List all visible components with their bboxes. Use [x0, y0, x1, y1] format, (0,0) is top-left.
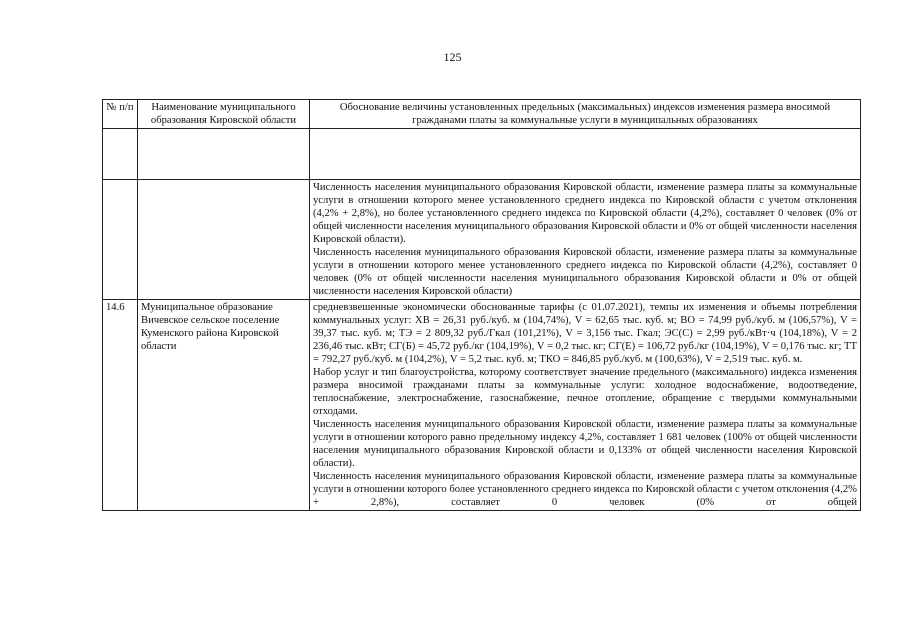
paragraph: Численность населения муниципального образования Кировской области, изменение размера платы за коммунальные услуги в отношении которого менее установленного среднего индекса по Кировской области (4,2%), составляет 0 человек (0% от общей численности населения муниципального образования Кировской области и 0% от общей численности населения Кировской области) [313, 247, 857, 297]
paragraph: средневзвешенные экономически обоснованные тарифы (с 01.07.2021), темпы их изменения и объемы потребления коммунальных услуг: ХВ = 26,31 руб./куб. м (104,74%), V = 62,65 тыс. куб. м; ВО = 74,99 руб./куб. м (106,57%), V = 39,37 тыс. куб. м; ТЭ = 2 809,32 руб./Гкал (101,21%), V = 3,156 тыс. Гкал; ЭС(С) = 2,99 руб./кВт·ч (104,18%), V = 2 236,46 тыс. кВт; СГ(Б) = 45,72 руб./кг (104,19%), V = 0,2 тыс. кг; СГ(Е) = 106,72 руб./кг (104,19%), V = 0,176 тыс. кг; ТТ = 792,27 руб./куб. м (104,2%), V = 5,2 тыс. куб. м; ТКО = 846,85 руб./куб. м (100,63%), V = 2,519 тыс. куб. м. [313, 302, 857, 365]
table-row-continued [103, 180, 861, 300]
cell-num-empty [103, 180, 138, 300]
cell-basis [310, 300, 861, 511]
table-header-row [103, 100, 861, 129]
header-basis: Обоснование величины установленных предельных (максимальных) индексов изменения размера вносимой гражданами платы за коммунальные услуги в муниципальных образованиях [310, 100, 861, 129]
header-num: № п/п [103, 100, 138, 129]
table-gap-row [103, 129, 861, 180]
paragraph: Численность населения муниципального образования Кировской области, изменение размера платы за коммунальные услуги в отношении которого равно предельному индексу 4,2%, составляет 1 681 человек (100% от общей численности населения муниципального образования Кировской области и 0,133% от общей численности населения Кировской области). [313, 419, 857, 469]
header-name: Наименование муниципального образования Кировской области [138, 100, 310, 129]
cell-municipality-name: Муниципальное образование Вичевское сельское поселение Куменского района Кировской области [138, 300, 310, 511]
cell-basis-continued [310, 180, 861, 300]
paragraph: Набор услуг и тип благоустройства, которому соответствует значение предельного (максимального) индекса изменения размера вносимой гражданами платы за коммунальные услуги: холодное водоснабжение, водоотведение, теплоснабжение, электроснабжение, газоснабжение, печное отопление, обращение с твердыми коммунальными отходами. [313, 367, 857, 417]
page-number: 125 [443, 50, 462, 64]
table-row-14-6 [103, 300, 861, 511]
paragraph: Численность населения муниципального образования Кировской области, изменение размера платы за коммунальные услуги в отношении которого менее установленного среднего индекса по Кировской области с учетом отклонения (4,2% + 2,8%), но более установленного среднего индекса по Кировской области (4,2%), составляет 0 человек (0% от общей численности населения муниципального образования Кировской области и 0% от общей численности населения Кировской области). [313, 182, 857, 245]
cell-num: 14.6 [103, 300, 138, 511]
cell-name-empty [138, 180, 310, 300]
paragraph: Численность населения муниципального образования Кировской области, изменение размера платы за коммунальные услуги в отношении которого более установленного среднего индекса по Кировской области с учетом отклонения (4,2% + 2,8%), составляет 0 человек (0% от общей [313, 471, 857, 508]
tariff-index-table [102, 99, 861, 511]
